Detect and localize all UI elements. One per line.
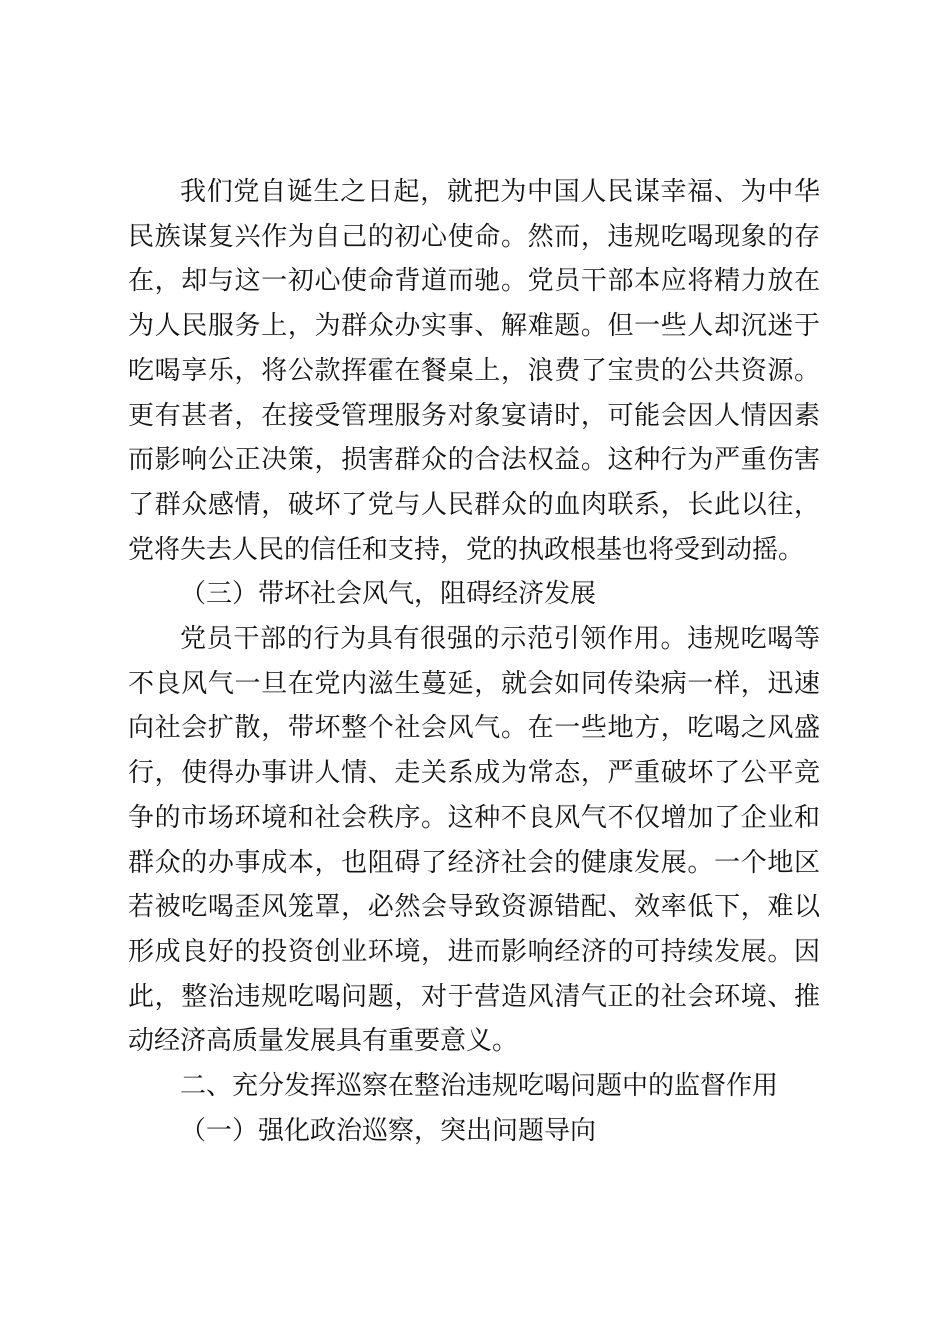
heading-part-two: 二、充分发挥巡察在整治违规吃喝问题中的监督作用 <box>180 1071 779 1102</box>
heading-section-three: （三）带坏社会风气，阻碍经济发展 <box>180 579 597 610</box>
document-body <box>128 170 820 1153</box>
paragraph-social-atmosphere: 党员干部的行为具有很强的示范引领作用。违规吃喝等不良风气一旦在党内滋生蔓延，就会如同传染病一样，迅速向社会扩散，带坏整个社会风气。在一些地方，吃喝之风盛行，使得办事讲人情、走关系成为常态，严重破坏了公平竞争的市场环境和社会秩序。这种不良风气不仅增加了企业和群众的办事成本，也阻碍了经济社会的健康发展。一个地区若被吃喝歪风笼罩，必然会导致资源错配、效率低下，难以形成良好的投资创业环境，进而影响经济的可持续发展。因此，整治违规吃喝问题，对于营造风清气正的社会环境、推动经济高质量发展具有重要意义。 <box>128 624 820 1057</box>
heading-subsection-one: （一）强化政治巡察，突出问题导向 <box>180 1115 597 1146</box>
paragraph-original-mission: 我们党自诞生之日起，就把为中国人民谋幸福、为中华民族谋复兴作为自己的初心使命。然而，违规吃喝现象的存在，却与这一初心使命背道而驰。党员干部本应将精力放在为人民服务上，为群众办实事、解难题。但一些人却沉迷于吃喝享乐，将公款挥霍在餐桌上，浪费了宝贵的公共资源。更有甚者，在接受管理服务对象宴请时，可能会因人情因素而影响公正决策，损害群众的合法权益。这种行为严重伤害了群众感情，破坏了党与人民群众的血肉联系，长此以往，党将失去人民的信任和支持，党的执政根基也将受到动摇。 <box>128 177 820 565</box>
